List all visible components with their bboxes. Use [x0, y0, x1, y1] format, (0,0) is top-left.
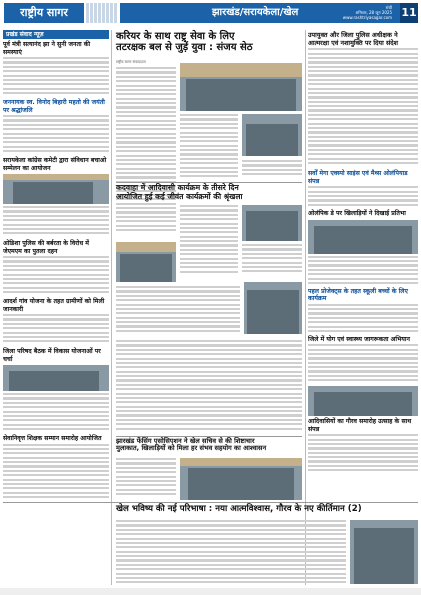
story-headline: सर्वों मेगा एक्स्पो साइंस एवं मैथ्स ओलंपियाड संपन्न: [308, 170, 408, 185]
story-headline: पहल प्रोजेक्ट्स के तहत स्कूली बच्चों के लिए कार्यक्रम: [308, 287, 408, 303]
story-headline: ओडिशा पुलिस की बर्बरता के विरोध में जेएमएम का पुतला दहन: [3, 240, 89, 255]
news-photo: [3, 174, 109, 204]
news-photo: [350, 520, 418, 584]
masthead: [0, 0, 421, 26]
lead-photo: [180, 63, 302, 111]
right-top-headline: उपायुक्त और जिला पुलिस अधीक्षक ने आत्मरक्षा एवं नशामुक्ति पर दिया संदेश: [308, 31, 399, 47]
lead-body-placeholder: [242, 160, 302, 180]
decorative-strip: [86, 3, 120, 23]
story-body-placeholder: [308, 304, 418, 334]
left-section-header: प्रखंड संवाद न्यूज़: [3, 30, 109, 39]
story-body-placeholder: [3, 256, 109, 296]
third-headline-line: मुलाकात, खिलाड़ियों को मिला हर संभव सहयोग का आश्वासन: [116, 444, 267, 453]
meta-date: शनिवार, 28 जून 2025: [355, 10, 392, 15]
story-headline: सरायकेला कांग्रेस कमेटी द्वारा संविधान बचाओ सम्मेलन का आयोजन: [3, 157, 107, 172]
story-body-placeholder: [308, 434, 418, 474]
second-headline: [116, 184, 302, 201]
lead-body-placeholder: [180, 114, 238, 180]
brand-logo: राष्ट्रीय सागर: [4, 3, 84, 23]
second-headline-line: आयोजित हुई कई जीवंत कार्यक्रमों की श्रृंखला: [116, 191, 243, 201]
news-photo: [308, 220, 418, 254]
story-body-placeholder: [3, 57, 109, 97]
story-headline: ओलंपिक डे पर खिलाड़ियों ने दिखाई प्रतिभा: [308, 210, 406, 218]
news-photo: [308, 386, 418, 416]
bottom-headline: खेल भविष्य की नई परिभाषा : नया आत्मविश्वास, गौरव के नए कीर्तिमान (2): [116, 504, 362, 514]
lead-headline-line: करियर के साथ राष्ट्र सेवा के लिए: [116, 31, 235, 42]
story-body-placeholder: [3, 444, 109, 504]
lead-body-placeholder: [116, 67, 176, 237]
news-photo: [180, 458, 302, 500]
story-headline: सेवानिवृत्त शिक्षक सम्मान समारोह आयोजित: [3, 435, 102, 442]
story-body-placeholder: [308, 344, 418, 384]
story-body-placeholder: [308, 256, 418, 286]
lead-headline-line: तटरक्षक बल से जुड़ें युवा : संजय सेठ: [116, 42, 253, 54]
section-divider: [3, 502, 418, 503]
meta-city: रांची: [385, 5, 392, 10]
news-photo: [244, 282, 302, 334]
story-body-placeholder: [116, 458, 176, 500]
meta-website: www.rashtriyasagar.com: [342, 15, 392, 20]
story-headline: जिले में योग एवं स्वास्थ्य जागरूकता अभियान: [308, 335, 410, 343]
lead-dateline: राष्ट्रीय सागर संवाददाता: [116, 60, 146, 64]
masthead-meta: [300, 5, 392, 20]
news-photo: [3, 365, 109, 391]
story-body-placeholder: [116, 340, 302, 434]
lead-headline: [116, 31, 302, 53]
section-title: झारखंड/सरायकेला/खेल: [120, 3, 400, 23]
story-body-placeholder: [116, 286, 240, 336]
third-headline: [116, 438, 302, 453]
story-headline: पूर्व मंत्री सत्यानंद झा ने सुनी जनता की समस्याएं: [3, 41, 91, 56]
story-body-placeholder: [3, 115, 109, 155]
story-body-placeholder: [180, 205, 238, 277]
story-headline: जिला परिषद बैठक में विकास योजनाओं पर चर्चा: [3, 348, 101, 363]
page-number: 11: [400, 3, 418, 23]
story-body-placeholder: [242, 244, 302, 276]
third-headline-line: झारखंड फेंसिंग एसोसिएशन ने खेल सचिव से की शिष्टाचार: [116, 437, 255, 445]
story-headline: आदर्श गांव योजना के तहत ग्रामीणों को मिली जानकारी: [3, 298, 105, 313]
second-headline-line: कदवाहा में आदिवासी कार्यक्रम के तीसरे दिन: [116, 183, 239, 192]
news-photo: [242, 205, 302, 241]
story-body-placeholder: [308, 186, 418, 208]
story-body-placeholder: [3, 206, 109, 238]
story-body-placeholder: [116, 520, 346, 586]
news-photo: [116, 242, 176, 282]
story-body-placeholder: [3, 314, 109, 346]
right-column: [308, 30, 418, 500]
story-headline: जननायक स्व. विनोद बिहारी महतो की जयंती पर श्रद्धांजलि: [3, 99, 105, 114]
news-photo: [242, 114, 302, 156]
page-footer: [0, 588, 421, 595]
story-headline: आदिवासियों का गौरव समारोह उत्साह के साथ संपन्न: [308, 418, 412, 433]
story-body-placeholder: [308, 48, 418, 168]
story-body-placeholder: [3, 393, 109, 433]
